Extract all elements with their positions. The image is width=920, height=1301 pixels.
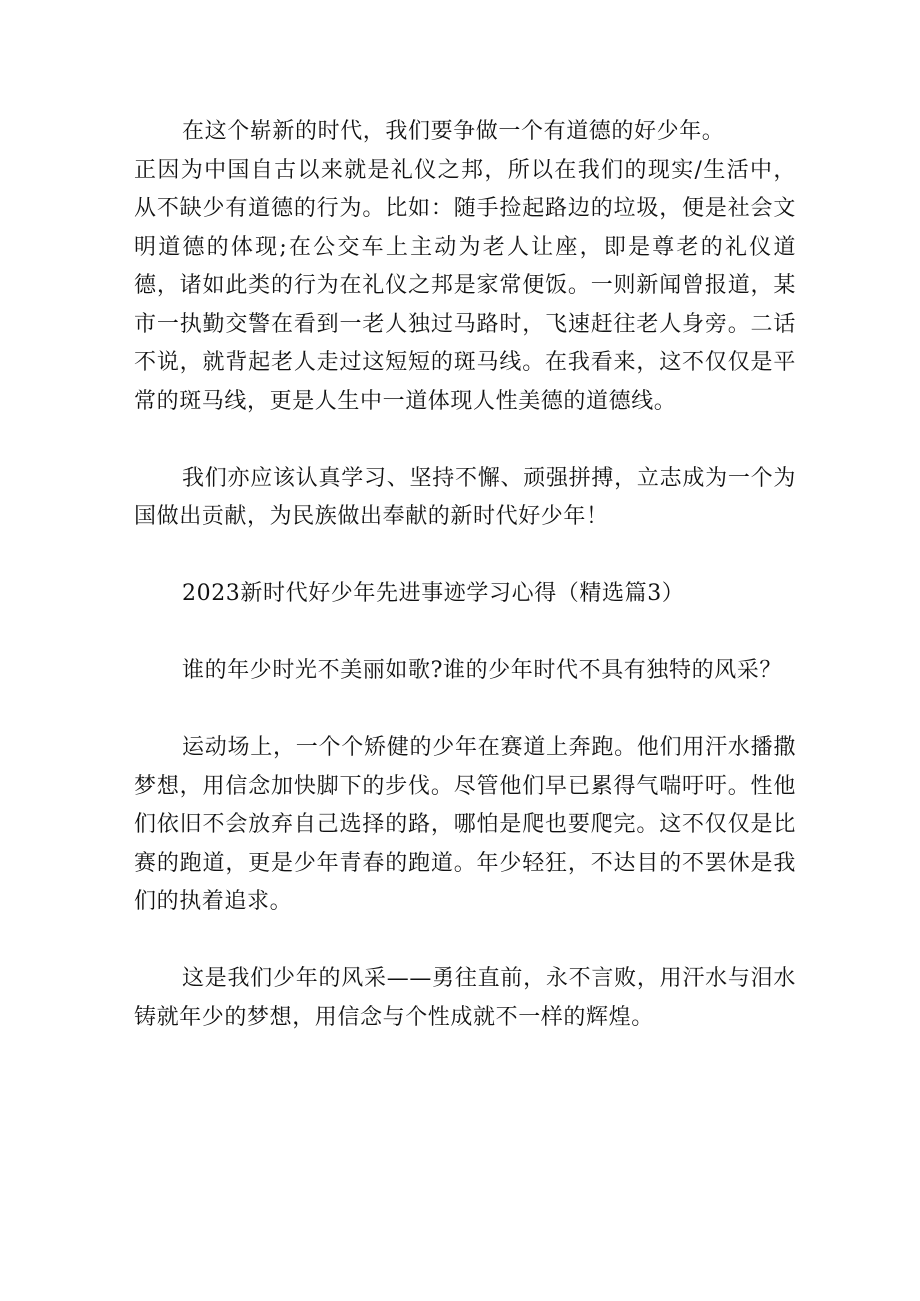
section-heading: 2023新时代好少年先进事迹学习心得（精选篇3） [182,581,685,606]
paragraph-1 [134,113,796,421]
paragraph-spacer [134,691,796,730]
paragraph-spacer [134,922,796,961]
paragraph-spacer [134,537,796,576]
paragraph-1-body: 正因为中国自古以来就是礼仪之邦，所以在我们的现实/生活中，从不缺少有道德的行为。比如：随手捡起路边的垃圾，便是社会文明道德的体现;在公交车上主动为老人让座，即是尊老的礼仪道德，诸如此类的行为在礼仪之邦是家常便饭。一则新闻曾报道，某市一执勤交警在看到一老人独过马路时，飞速赶往老人身旁。二话不说，就背起老人走过这短短的斑马线。在我看来，这不仅仅是平常的斑马线，更是人生中一道体现人性美德的道德线。 [134,157,796,414]
paragraph-4: 运动场上，一个个矫健的少年在赛道上奔跑。他们用汗水播撒梦想，用信念加快脚下的步伐。尽管他们早已累得气喘吁吁。性他们依旧不会放弃自己选择的路，哪怕是爬也要爬完。这不仅仅是比赛的跑道，更是少年青春的跑道。年少轻狂，不达目的不罢休是我们的执着追求。 [134,735,796,914]
paragraph-spacer [134,614,796,653]
paragraph-1-first-line: 在这个崭新的时代，我们要争做一个有道德的好少年。 [182,119,725,144]
paragraph-spacer [134,421,796,460]
paragraph-3: 谁的年少时光不美丽如歌?谁的少年时代不具有独特的风采？ [182,658,782,683]
document-body [134,113,796,1037]
paragraph-5: 这是我们少年的风采——勇往直前，永不言败，用汗水与泪水铸就年少的梦想，用信念与个性成就不一样的辉煌。 [134,966,796,1030]
paragraph-2: 我们亦应该认真学习、坚持不懈、顽强拼搏，立志成为一个为国做出贡献，为民族做出奉献的新时代好少年！ [134,465,796,529]
